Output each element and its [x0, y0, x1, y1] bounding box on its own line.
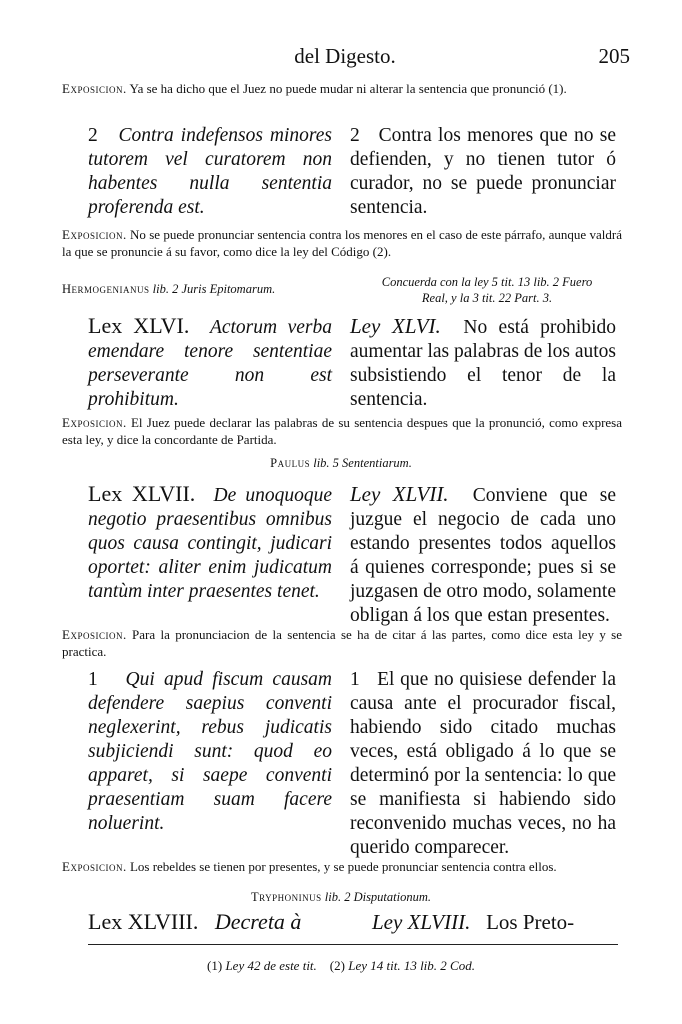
- spanish-text: No está prohibido aumentar las palabras de los autos subsistiendo el tenor de la sentencia.: [350, 317, 617, 410]
- source-citation-2: [0, 456, 682, 471]
- source-author: Hermogenianus: [62, 282, 150, 296]
- exposicion-text: Para la pronunciacion de la sentencia se ha de citar á las partes, como dice esta ley y se practica.: [62, 627, 622, 659]
- latin-lex-48: [88, 910, 332, 934]
- footnote-number: (2): [329, 958, 345, 973]
- exposicion-label: Exposicion.: [62, 415, 127, 430]
- source-citation-3: [0, 890, 682, 905]
- running-title: del Digesto.: [294, 44, 396, 68]
- concordance-line: Concuerda con la ley 5 tit. 13 lib. 2 Fuero: [381, 275, 593, 289]
- spanish-text: Contra los menores que no se defienden, y no tienen tutor ó curador, no se puede pronunciar sentencia.: [350, 125, 616, 218]
- footnote-text: Ley 42 de este tit.: [225, 958, 317, 973]
- lex-heading: Lex XLVI.: [88, 313, 190, 338]
- exposicion-text: El Juez puede declarar las palabras de su sentencia despues que la pronunció, como expresa esta ley, y dice la concordante de Partida.: [62, 415, 622, 447]
- spanish-text: El que no quisiese defender la causa ante el procurador fiscal, habiendo sido citado muchas veces, está obligado á lo que se determinó por la sentencia: lo que se manifiesta si habiendo sido reconvenido muchas veces, no ha querido comparecer.: [350, 669, 616, 858]
- exposicion-label: Exposicion.: [62, 859, 127, 874]
- source-author: Paulus: [270, 456, 311, 470]
- spanish-paragraph-1: [350, 668, 616, 860]
- latin-text: Qui apud fiscum causam defendere saepius conventi neglexerint, rebus judicatis subjiciendi sunt: quod eo apparet, si saepe conventi praesentiam suam facere noluerint.: [88, 669, 332, 834]
- paragraph-number: 1: [88, 669, 98, 690]
- latin-lex-47: [88, 482, 332, 604]
- page-header: [60, 44, 630, 72]
- latin-text: Decreta à: [214, 909, 302, 934]
- page-number: 205: [598, 44, 630, 68]
- source-reference: lib. 2 Disputationum.: [324, 890, 432, 904]
- ley-heading: Ley XLVIII.: [372, 910, 471, 934]
- exposicion-5: [62, 858, 622, 875]
- footnote-number: (1): [207, 958, 223, 973]
- spanish-paragraph-2: [350, 124, 616, 220]
- exposicion-label: Exposicion.: [62, 627, 127, 642]
- concordance-line: Real, y la 3 tit. 22 Part. 3.: [421, 291, 553, 305]
- source-citation-1: [62, 282, 275, 297]
- spanish-text: Los Preto-: [486, 910, 575, 934]
- ley-heading: Ley XLVI.: [350, 314, 441, 338]
- exposicion-label: Exposicion.: [62, 81, 127, 96]
- lex-heading: Lex XLVIII.: [88, 909, 199, 934]
- paragraph-number: 1: [350, 669, 360, 690]
- source-reference: lib. 5 Sententiarum.: [313, 456, 412, 470]
- spanish-ley-46: [350, 314, 616, 412]
- paragraph-number: 2: [88, 125, 98, 146]
- footnote-rule: [88, 944, 618, 945]
- latin-paragraph-2: [88, 124, 332, 220]
- footnote-text: Ley 14 tit. 13 lib. 2 Cod.: [348, 958, 475, 973]
- exposicion-1: [62, 80, 622, 97]
- latin-text: De unoquoque negotio praesentibus omnibus quos causa contingit, judicari oportet: aliter enim judicatum tantùm inter praesentes tenet.: [88, 485, 332, 602]
- exposicion-text: Los rebeldes se tienen por presentes, y se puede pronunciar sentencia contra ellos.: [129, 859, 557, 874]
- footnotes: [0, 958, 682, 974]
- exposicion-3: [62, 414, 622, 448]
- latin-lex-46: [88, 314, 332, 412]
- source-reference: lib. 2 Juris Epitomarum.: [152, 282, 276, 296]
- spanish-ley-47: [350, 482, 616, 628]
- lex-heading: Lex XLVII.: [88, 481, 196, 506]
- exposicion-label: Exposicion.: [62, 227, 127, 242]
- exposicion-4: [62, 626, 622, 660]
- paragraph-number: 2: [350, 125, 360, 146]
- spanish-ley-48: [350, 910, 616, 934]
- source-author: Tryphoninus: [250, 890, 322, 904]
- concordance-note-1: [356, 274, 618, 306]
- latin-text: Contra indefensos minores tutorem vel curatorem non habentes nulla sententia proferenda est.: [88, 125, 332, 218]
- ley-heading: Ley XLVII.: [350, 482, 449, 506]
- exposicion-2: [62, 226, 622, 260]
- exposicion-text: No se puede pronunciar sentencia contra los menores en el caso de este párrafo, aunque valdrá la que se pronuncie á su favor, como dice la ley del Código (2).: [62, 227, 623, 259]
- latin-text: Actorum verba emendare tenore sententiae perseverante non est prohibitum.: [88, 317, 332, 410]
- latin-paragraph-1: [88, 668, 332, 836]
- exposicion-text: Ya se ha dicho que el Juez no puede mudar ni alterar la sentencia que pronunció (1).: [129, 81, 567, 96]
- spanish-text: Conviene que se juzgue el negocio de cada uno estando presentes todos aquellos á quienes corresponde; pues si se juzgasen de otro modo, solamente obligan á los que estan presentes.: [350, 485, 616, 626]
